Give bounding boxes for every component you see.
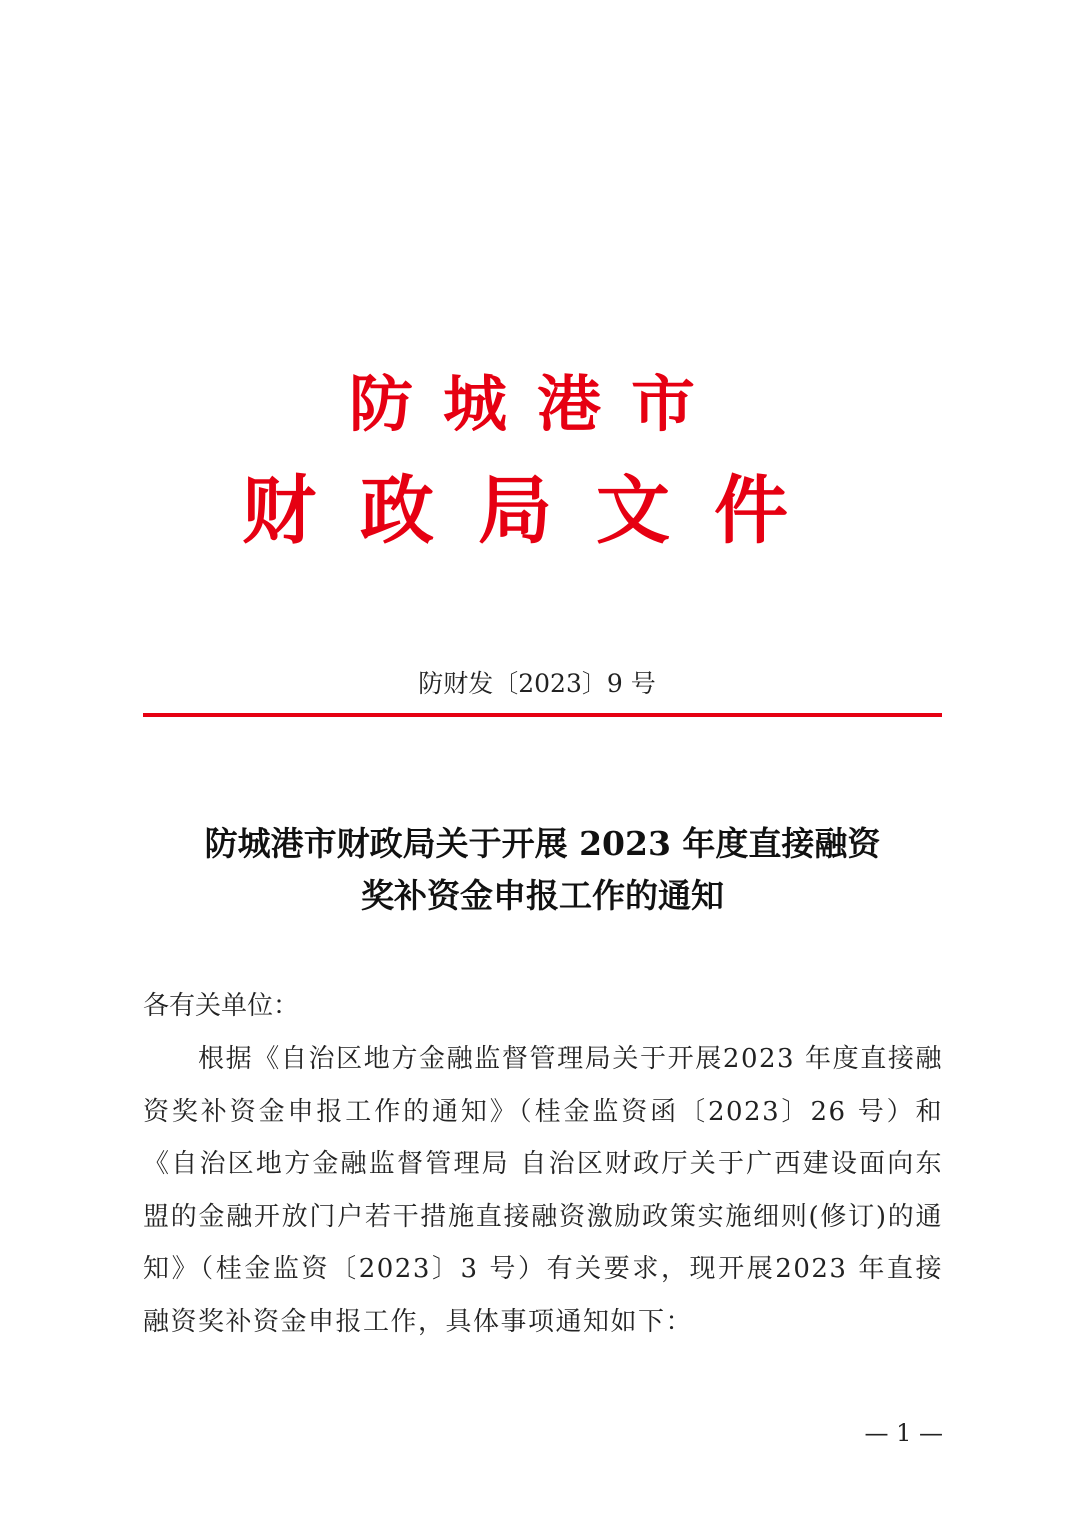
body-paragraph: 根据《自治区地方金融监督管理局关于开展2023 年度直接融资奖补资金申报工作的通知》（桂金监资函〔2023〕26 号）和《自治区地方金融监督管理局 自治区财政厅关于广西建设面向东盟的金融开放门户若干措施直接融资激励政策实施细则(修订)的通知》（桂金监资〔2023〕3 号）有关要求，现开展2023 年直接融资奖补资金申报工作，具体事项通知如下： xyxy=(143,1044,943,1337)
issuer-header-line2: 财政局文件 xyxy=(242,468,832,554)
document-title xyxy=(143,818,942,922)
title-line2: 奖补资金申报工作的通知 xyxy=(361,876,724,915)
issuer-header-line1: 防城港市 xyxy=(349,368,725,441)
page-number: — 1 — xyxy=(864,1419,943,1447)
red-separator-rule xyxy=(143,713,942,717)
document-number: 防财发〔2023〕9 号 xyxy=(418,669,656,698)
title-line1: 防城港市财政局关于开展 2023 年度直接融资 xyxy=(204,824,881,863)
salutation: 各有关单位： xyxy=(143,991,300,1021)
